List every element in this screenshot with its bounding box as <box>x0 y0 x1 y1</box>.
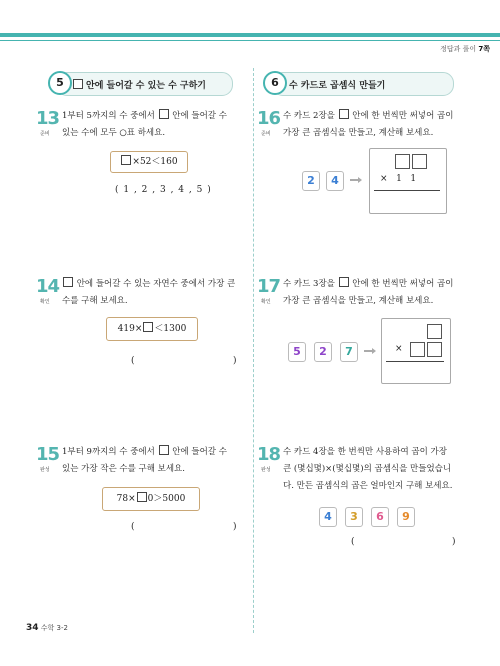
blank-box-icon <box>339 277 349 287</box>
answer-space[interactable] <box>140 522 226 534</box>
section-title: 안에 들어갈 수 있는 수 구하기 <box>86 80 206 91</box>
choice-list[interactable]: ( 1 , 2 , 3 , 4 , 5 ) <box>115 185 212 195</box>
answer-paren-open: ( <box>131 356 135 366</box>
problem-level: 완성 <box>261 467 271 473</box>
problem-number: 16 <box>257 108 281 129</box>
answer-blank[interactable] <box>143 322 153 332</box>
answer-paren-close: ) <box>233 356 237 366</box>
section-number-6: 6 <box>263 71 287 95</box>
answer-box[interactable] <box>395 154 410 169</box>
problem-level: 준비 <box>40 131 50 137</box>
problem-level: 완성 <box>40 467 50 473</box>
answer-blank[interactable] <box>137 492 147 502</box>
problem-text: 1부터 9까지의 수 중에서 안에 들어갈 수 있는 가장 작은 수를 구해 보세요. <box>62 447 227 474</box>
result-line <box>374 190 440 191</box>
problem-number: 17 <box>257 276 281 297</box>
book-title: 수학 3-2 <box>40 624 68 632</box>
number-card: 7 <box>340 342 358 362</box>
number-card: 2 <box>314 342 332 362</box>
section-header-5 <box>56 72 233 96</box>
blank-box-icon <box>159 445 169 455</box>
top-bar <box>0 33 500 37</box>
section-title: 수 카드로 곱셈식 만들기 <box>289 80 386 91</box>
answer-space[interactable] <box>140 356 226 368</box>
problem-level: 준비 <box>261 131 271 137</box>
number-card: 9 <box>397 507 415 527</box>
section-header-6 <box>272 72 454 96</box>
problem-level: 확인 <box>261 299 271 305</box>
blank-box-icon <box>63 277 73 287</box>
answer-box[interactable] <box>410 342 425 357</box>
arrow-right-icon <box>364 348 376 354</box>
problem-text: 수 카드 4장을 한 번씩만 사용하여 곱이 가장 큰 (몇십몇)×(몇십몇)의 곱셈식을 만들었습니 다. 만든 곱셈식의 곱은 얼마인지 구해 보세요. <box>283 447 453 491</box>
answer-paren-open: ( <box>131 522 135 532</box>
number-card: 4 <box>326 171 344 191</box>
problem-level: 확인 <box>40 299 50 305</box>
problem-text: 1부터 5까지의 수 중에서 안에 들어갈 수 있는 수에 모두 ○표 하세요. <box>62 111 227 138</box>
number-card: 2 <box>302 171 320 191</box>
multiplier-row: × 1 1 <box>380 174 417 184</box>
problem-number: 14 <box>36 276 60 297</box>
answer-paren-close: ) <box>233 522 237 532</box>
page-number: 34 <box>26 623 39 633</box>
expression-box: ×52＜160 <box>110 151 188 173</box>
blank-box-icon <box>73 79 83 89</box>
answer-reference <box>440 44 490 54</box>
page-footer <box>26 623 68 633</box>
section-number-5: 5 <box>48 71 72 95</box>
blank-box-icon <box>159 109 169 119</box>
answer-box[interactable] <box>412 154 427 169</box>
problem-number: 13 <box>36 108 60 129</box>
number-card: 4 <box>319 507 337 527</box>
answer-paren-close: ) <box>452 537 456 547</box>
answer-box[interactable] <box>427 324 442 339</box>
arrow-right-icon <box>350 177 362 183</box>
problem-text: 수 카드 3장을 안에 한 번씩만 써넣어 곱이 가장 큰 곱셈식을 만들고, 계산해 보세요. <box>283 279 454 306</box>
result-line <box>386 361 444 362</box>
column-divider <box>253 68 254 633</box>
number-card: 6 <box>371 507 389 527</box>
times-sign: × <box>395 344 403 354</box>
problem-text: 수 카드 2장을 안에 한 번씩만 써넣어 곱이 가장 큰 곱셈식을 만들고, 계산해 보세요. <box>283 111 454 138</box>
answer-ref-label: 정답과 풀이 <box>440 45 477 53</box>
answer-blank[interactable] <box>121 155 131 165</box>
problem-number: 18 <box>257 444 281 465</box>
top-line <box>0 40 500 41</box>
blank-box-icon <box>339 109 349 119</box>
answer-paren-open: ( <box>351 537 355 547</box>
answer-ref-page: 7쪽 <box>478 45 490 53</box>
problem-text: 안에 들어갈 수 있는 자연수 중에서 가장 큰 수를 구해 보세요. <box>62 279 236 306</box>
number-card: 3 <box>345 507 363 527</box>
answer-box[interactable] <box>427 342 442 357</box>
expression-box: 78× 0＞5000 <box>102 487 200 511</box>
answer-space[interactable] <box>360 537 448 549</box>
number-card: 5 <box>288 342 306 362</box>
expression-box: 419× ＜1300 <box>106 317 198 341</box>
problem-number: 15 <box>36 444 60 465</box>
